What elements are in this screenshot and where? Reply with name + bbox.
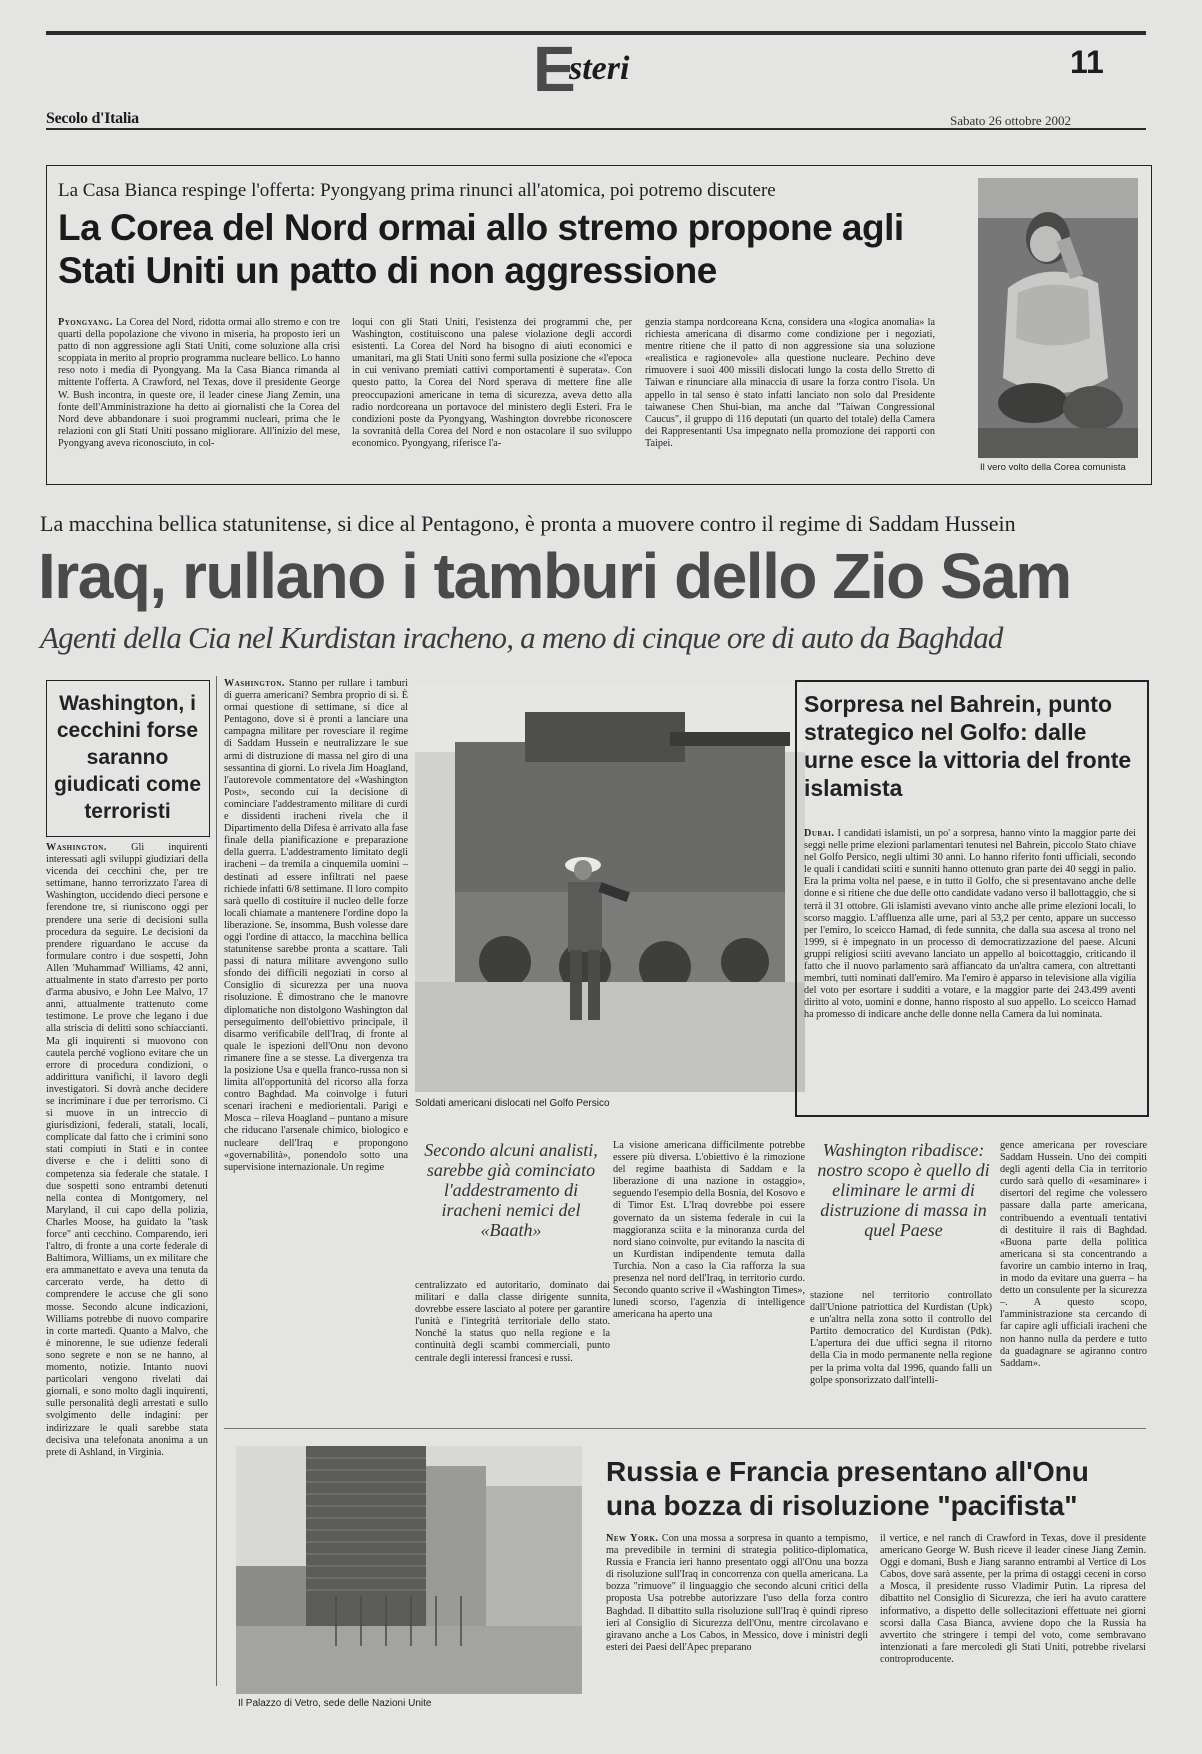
issue-date: Sabato 26 ottobre 2002 <box>950 113 1071 128</box>
snipers-dateline: Washington. <box>46 842 107 853</box>
un-building-image <box>236 1446 582 1694</box>
korea-text-3: genzia stampa nordcoreana Kcna, considera una «logica anomalia» la richiesta americana di disarmo come condizione per i negoziati, mentre ritiene che il patto di non aggressione sia una soluzione «realistica e ragionevole» alla questione nucleare. Pechino deve rimuovere i suoi 400 missili dislocati lungo la costa dello Stretto di Taiwan e rinunciare alla minaccia di usare la forza contro l'isola. Un appello in tal senso è stato infatti lanciato non solo dal Presidente taiwanese Chen Shui-bian, ma anche dal "Taiwan Congressional Caucus", il gruppo di 116 deputati (un quarto del totale) della Camera dei Rappresentanti Usa impegnato nella promozione dei rapporti con Taipei. <box>645 317 935 449</box>
masthead-rule <box>46 128 1146 130</box>
tank-soldier-image <box>415 682 805 1092</box>
iraq-text-b: centralizzato ed autoritario, dominato dai militari e dalla classe dirigente sunnita, dovrebbe essere lasciato al potere per garantire l'unità e l'integrità territoriale dello stato. Nonché la status quo nella regione e la continuità degli scambi commerciali, punto centrale degli interessi francesi e russi. <box>415 1280 610 1364</box>
korea-col-1 <box>58 317 340 477</box>
iraq-text-e: gence americana per rovesciare Saddam Hussein. Uno dei compiti degli agenti della Cia in territorio curdo sarà quello di «esaminare» i disertori del regime che volessero passare dalla parte americana, contribuendo a eventuali tentativi di destituire il rais di Baghdad. «Buona parte della politica americana si sta concentrando a favorire un cambio interno in Iraq, in modo da evitare una guerra – ha detto un consulente per la sicurezza –. A questo scopo, l'amministrazione sta cercando di far capire agli ufficiali iracheni che non hanno nulla da perdere e tutto da guadagnare se agiranno contro Saddam». <box>1000 1140 1147 1369</box>
iraq-photo-caption: Soldati americani dislocati nel Golfo Persico <box>415 1098 610 1109</box>
paper-name: Secolo d'Italia <box>46 110 139 127</box>
section-logo <box>533 33 663 105</box>
snipers-text: Gli inquirenti interessati agli sviluppi giudiziari della vicenda dei cecchini che, per tre settimane, hanno terrorizzato l'area di Washington, uccidendo dieci persone e ferendone tre, si riuniscono oggi per prendere una serie di decisioni sulla procedura da seguire. Le decisioni da prendere riguardano le accuse da formulare contro i due sospetti, John Allen 'Muhammad' Williams, 42 anni, attualmente in stato d'arresto per porto d'arma abusivo, e John Lee Malvo, 17 anni, attualmente trattenuto come testimone. Le prove che legano i due alla striscia di delitti sono schiaccianti. Ma gli inquirenti si muovono con cautela perché vogliono evitare che un errore di procedura condizioni, o addirittura vanifichi, il lavoro degli investigatori. Si dovrà anche decidere se incriminare i due per terrorismo. Ci si muove in un intreccio di giurisdizioni, federali, statali, locali, complicate dal fatto che i crimini sono stati compiuti in Stati e in contee diverse e che i delitti sono di competenza sia federale che statale. I due sospetti sono entrambi detenuti nella contea di Montgomery, nel Maryland, il cui capo della polizia, Charles Moose, ha guidato la "task force" anti cecchino. Comparendo, ieri l'altro, di fronte a una corte federale di Baltimora, Williams, un ex militare che era ammanettato e aveva una tenuta da carcerato verde, ha detto di comprendere le accuse che gli sono mosse. Secondo alcune indicazioni, Williams potrebbe di nuovo comparire in corte martedì. Quanto a Malvo, che è minorenne, le sue udienze federali sono segrete e non se ne hanno, al momento, notizie. Intanto nuovi particolari vengono rivelati dai giornali, e sono molto dagli inquirenti, sulle personalità degli arrestati e sullo svolgimento delle indagini: per indirizzare le quali sarebbe stata decisiva una telefonata anonima a un prete di Ashland, in Virginia. <box>46 842 208 1458</box>
korea-col-3 <box>645 317 935 477</box>
bahrein-text: I candidati islamisti, un po' a sorpresa, hanno vinto la maggior parte dei seggi nelle prime elezioni parlamentari tenutesi nel Bahrein, piccolo Stato chiave nel Golfo Persico, negli ultimi 30 anni. Lo hanno riferito fonti ufficiali, secondo le quali i candidati sciiti e sunniti hanno ottenuto gran parte dei 40 seggi in palio. Era la prima volta nel paese, e in tutto il Golfo, che si presentavano anche delle donne e si ritiene che due delle otto candidate vadano verso il ballottaggio, che si terrà il 31 ottobre. Gli islamisti avevano vinto anche alle prime elezioni locali, lo scorso maggio. L'affluenza alle urne, pari al 53,2 per cento, appare un successo per l'emiro, lo sceicco Hamad, di fede sunnita, che dalla sua ascesa al trono nel 1999, si è impegnato in un processo di democratizzazione del paese. Alcuni gruppi religiosi sciiti avevano lanciato un appello al boicottaggio, criticando il fatto che il nuovo parlamento sarà affiancato da un'altra camera, con altrettanti membri, tutti nominati dall'emiro. Ma l'emiro è apparso in televisione alla vigilia del voto per esortare i sudditi a votare, e la maggior parte dei 243.499 aventi diritto al voto, uomini e donne, hanno risposto al suo appello. Lo sceicco Hamad ha promesso di indicare anche delle donne nella Camera da lui nominata. <box>804 828 1136 1021</box>
russia-text-1: Con una mossa a sorpresa in quanto a tempismo, ma prevedibile in termini di strategia politico-diplomatica, Russia e Francia ieri hanno presentato oggi all'Onu una bozza di risoluzione sull'Iraq in concorrenza con quella americana. La bozza "rimuove" il linguaggio che secondo alcuni critici della proposta Usa potrebbe autorizzare l'uso della forza contro Baghdad. Il dibattito sulla risoluzione sull'Iraq è quindi ripreso ieri al Consiglio di Sicurezza dell'Onu, mentre circolavano e giravano anche a Los Cabos, in Messico, dove i ministri degli esteri dei Paesi dell'Apec preparano <box>606 1533 868 1653</box>
bahrein-body <box>804 828 1136 1106</box>
korea-headline: La Corea del Nord ormai allo stremo propone agli Stati Uniti un patto di non aggressione <box>58 207 904 291</box>
un-photo-caption: Il Palazzo di Vetro, sede delle Nazioni Unite <box>238 1698 432 1709</box>
man-eating-image <box>978 178 1138 458</box>
russia-text-2: il vertice, e nel ranch di Crawford in Texas, dove il presidente americano George W. Bush riceve il leader cinese Jiang Zemin. Oggi e domani, Bush e Jiang saranno entrambi al Vertice di Los Cabos, dove sarà assente, per la prima di ostaggi ceceni in corso a Mosca, il presidente russo Vladimir Putin. La ripresa del dibattito nel Consiglio di Sicurezza, che ieri ha avuto carattere informativo, a dispetto delle sollecitazioni effettuate nei giorni scorsi dalla Casa Bianca, avviene dopo che la Russia ha avvertito che stringere i tempi del voto, come sembravano intenzionati a fare mercoledì gli Stati Uniti, potrebbe rivelarsi controproducente. <box>880 1533 1146 1665</box>
russia-col-1 <box>606 1533 868 1713</box>
korea-text-1: La Corea del Nord, ridotta ormai allo stremo e con tre quarti della popolazione che vivono in miseria, ha proposto ieri un patto di non aggressione agli Stati Uniti, come soluzione alla crisi scoppiata in merito al proprio programma nucleare bellico. Lo hanno reso noto i media di Pyongyang. Ma la Casa Bianca rimanda al mittente l'offerta. A Crawford, nel Texas, dove il presidente George W. Bush incontra, in queste ore, il leader cinese Jiang Zemin, una fonte dell'Amministrazione ha detto ai giornalisti che la Corea del Nord deve abbandonare i suoi programmi nucleari, prima che le relazioni con gli Stati Uniti possano migliorare. All'inizio del mese, Pyongyang aveva riconosciuto, in col- <box>58 317 340 449</box>
un-photo <box>236 1446 582 1694</box>
russia-dateline: New York. <box>606 1533 659 1544</box>
iraq-kicker: La macchina bellica statunitense, si dice al Pentagono, è pronta a muovere contro il regime di Saddam Hussein <box>40 511 1016 536</box>
korea-text-2: loqui con gli Stati Uniti, l'esistenza dei programmi che, per Washington, costituiscono una palese violazione degli accordi esistenti. La Corea del Nord ha bisogno di aiuti economici e umanitari, ma gli Stati Uniti sono fermi sulla posizione che «l'epoca in cui venivano premiati cattivi comportamenti è superata». Con questo patto, la Corea del Nord sperava di mettere fine alle preoccupazioni americane in tema di sicurezza, aveva detto alla radio nordcoreana un portavoce del ministero degli Esteri. Fra le condizioni poste da Pyongyang, Washington dovrebbe riconoscere la sovranità della Corea del Nord e non ostacolare il suo sviluppo economico. Pyongyang, riferisce l'a- <box>352 317 632 449</box>
snipers-body <box>46 842 208 1704</box>
korea-photo-caption: Il vero volto della Corea comunista <box>980 462 1126 473</box>
iraq-col-c <box>613 1140 805 1412</box>
iraq-col-d <box>810 1290 992 1412</box>
iraq-headline: Iraq, rullano i tamburi dello Zio Sam <box>38 540 1071 612</box>
bahrein-dateline: Dubai. <box>804 828 835 839</box>
bahrein-headline: Sorpresa nel Bahrein, punto strategico nel Golfo: dalle urne esce la vittoria del fronte islamista <box>804 691 1132 801</box>
korea-photo <box>978 178 1138 458</box>
iraq-dateline: Washington. <box>224 678 285 689</box>
iraq-col-b <box>415 1280 610 1410</box>
iraq-col-e <box>1000 1140 1147 1412</box>
iraq-text-c: La visione americana difficilmente potrebbe essere più diversa. L'obiettivo è la rimozione del regime baathista di Saddam e la liberazione di una nazione in ostaggio», seguendo l'esempio della Bosnia, del Kosovo e di Timor Est. L'Iraq dovrebbe poi essere governato da un sistema federale in cui la maggioranza sciita e la minoranza curda del nord siano coinvolte, pur evitando la nascita di un Kurdistan indipendente temuta dalla Turchia. Non a caso la Cia rafforza la sua presenza nel nord dell'Iraq, in territorio curdo. Secondo quanto scrive il «Washington Times», lunedì scorso, l'agenzia di intelligence americana ha aperto una <box>613 1140 805 1321</box>
russia-col-2 <box>880 1533 1146 1713</box>
korea-col-2 <box>352 317 632 477</box>
top-rule <box>46 31 1146 35</box>
korea-dateline: Pyongyang. <box>58 317 113 328</box>
iraq-pullquote-1: Secondo alcuni analisti, sarebbe già cominciato l'addestramento di iracheni nemici del «Baath» <box>424 1140 598 1240</box>
page-number: 11 <box>1070 44 1104 80</box>
korea-kicker: La Casa Bianca respinge l'offerta: Pyongyang prima rinunci all'atomica, poi potremo discutere <box>58 180 776 201</box>
iraq-photo <box>415 682 805 1092</box>
column-divider-1 <box>216 676 217 1686</box>
russia-top-rule <box>224 1428 1146 1429</box>
iraq-text-a: Stanno per rullare i tamburi di guerra americani? Sembra proprio di sì. È ormai questione di settimane, si dice al Pentagono, dove si è pronti a lanciare una campagna militare per rovesciare il regime di Saddam Hussein e neutralizzare le sue armi di distruzione di massa nel giro di una sessantina di giorni. Lo rivela Jim Hoagland, l'autorevole commentatore del «Washington Post», secondo cui la decisione di cominciare l'addestramento militare di curdi e dissidenti iracheni rivela che il Dipartimento della Difesa è arrivato alla fase finale della pianificazione e preparazione della guerra. L'addestramento limitato degli iracheni – da tremila a cinquemila uomini – destinati ad essere infiltrati nel paese richiede infatti 6/8 settimane. Il loro compito sarà quello di costituire il nucleo delle forze locali chiamate a mantenere l'ordine dopo la liberazione. Se, insomma, Bush volesse dare oggi l'ordine di attacco, la macchina bellica statunitense sarebbe pronta a scattare. Tali passi di natura militare avvengono sullo sfondo dei difficili negoziati in corso al Consiglio di sicurezza per una nuova risoluzione. È dimostrano che le manovre diplomatiche non distolgono Washington dal perseguimento dell'obiettivo principale, il disarmo verificabile dell'Iraq, di fronte al quale le ispezioni dell'Onu non devono rimanere fine a se stesse. La divergenza tra la posizione Usa e quella franco-russa non si limita all'opportunità del ricorso alla forza contro Baghdad. Ma coinvolge i futuri scenari iracheni e mediorientali. Parigi e Mosca – rileva Hoagland – puntano a misure che riducano l'arsenale chimico, biologico e nucleare dell'Iraq e propongono «governabilità», ponendolo sotto una supervisione internazionale. Un regime <box>224 678 408 1173</box>
section-name: steri <box>569 50 630 87</box>
iraq-subhead: Agenti della Cia nel Kurdistan iracheno, a meno di cinque ore di auto da Baghdad <box>40 620 1003 655</box>
iraq-text-d: stazione nel territorio controllato dall'Unione patriottica del Kurdistan (Upk) e un'altra nella zona sotto il controllo del Partito democratico del Kurdistan (Pdk). L'apertura dei due uffici segna il ritorno della Cia in modo permanente nella regione per la prima volta dal 1996, quando falli un golpe sponsorizzato dall'intelli- <box>810 1290 992 1386</box>
iraq-pullquote-2: Washington ribadisce: nostro scopo è quello di eliminare le armi di distruzione di massa in quel Paese <box>817 1140 990 1240</box>
snipers-headline: Washington, i cecchini forse saranno giudicati come terroristi <box>53 692 202 823</box>
russia-headline: Russia e Francia presentano all'Onu una bozza di risoluzione "pacifista" <box>606 1456 1089 1521</box>
section-initial: E <box>533 33 576 105</box>
